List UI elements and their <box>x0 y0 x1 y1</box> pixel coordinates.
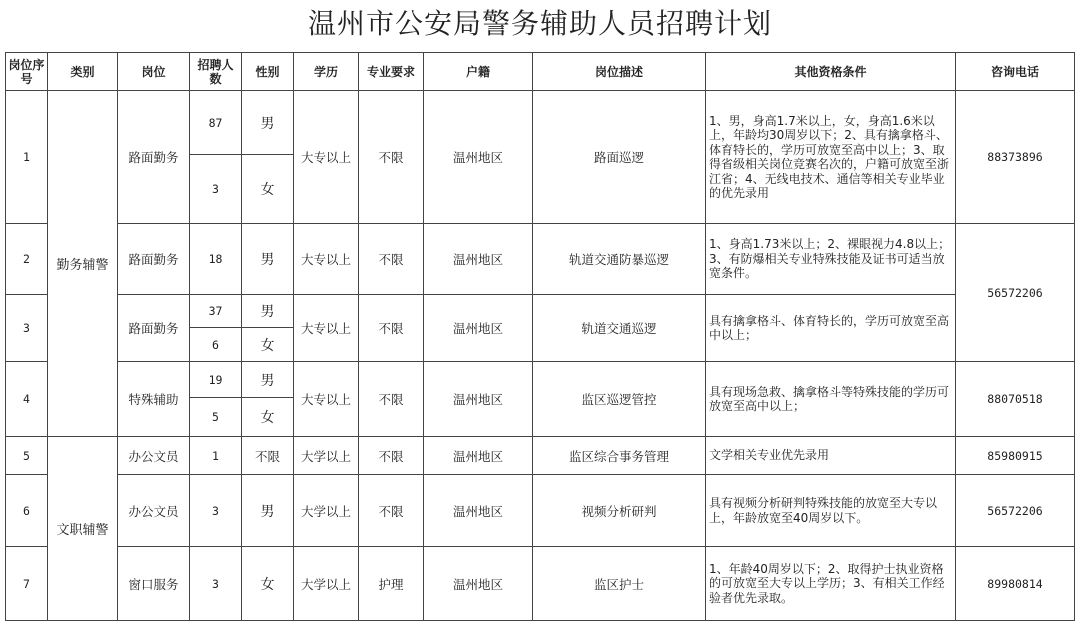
row-household: 温州地区 <box>424 362 533 437</box>
header-category: 类别 <box>48 53 118 91</box>
row-post: 特殊辅助 <box>118 362 190 437</box>
row-count: 37 <box>190 295 242 328</box>
row-seq: 7 <box>6 547 48 621</box>
header-post: 岗位 <box>118 53 190 91</box>
row-post: 路面勤务 <box>118 224 190 295</box>
row-major: 不限 <box>359 475 424 547</box>
table-row <box>6 91 1075 155</box>
row-education: 大专以上 <box>294 224 359 295</box>
row-gender: 女 <box>242 328 294 362</box>
row-conditions: 文学相关专业优先录用 <box>706 437 956 475</box>
row-phone: 56572206 <box>956 224 1075 362</box>
header-education: 学历 <box>294 53 359 91</box>
row-description: 监区护士 <box>533 547 706 621</box>
row-major: 不限 <box>359 91 424 224</box>
header-conditions: 其他资格条件 <box>706 53 956 91</box>
row-count: 3 <box>190 475 242 547</box>
row-phone: 89980814 <box>956 547 1075 621</box>
row-gender: 不限 <box>242 437 294 475</box>
row-education: 大专以上 <box>294 295 359 362</box>
row-conditions: 具有现场急救、擒拿格斗等特殊技能的学历可放宽至高中以上； <box>706 362 956 437</box>
row-seq: 6 <box>6 475 48 547</box>
row-seq: 4 <box>6 362 48 437</box>
row-major: 不限 <box>359 437 424 475</box>
row-post: 办公文员 <box>118 437 190 475</box>
category-clerical: 文职辅警 <box>48 437 118 621</box>
row-count: 6 <box>190 328 242 362</box>
row-household: 温州地区 <box>424 437 533 475</box>
row-post: 路面勤务 <box>118 295 190 362</box>
table-row <box>6 295 1075 328</box>
row-major: 护理 <box>359 547 424 621</box>
table-row <box>6 475 1075 547</box>
row-phone: 88373896 <box>956 91 1075 224</box>
row-post: 窗口服务 <box>118 547 190 621</box>
row-household: 温州地区 <box>424 91 533 224</box>
row-gender: 男 <box>242 91 294 155</box>
header-major: 专业要求 <box>359 53 424 91</box>
table-row <box>6 224 1075 295</box>
row-conditions: 1、男，身高1.7米以上，女，身高1.6米以上，年龄均30周岁以下；2、具有擒拿格斗、体育特长的，学历可放宽至高中以上；3、取得省级相关岗位竞赛名次的，户籍可放宽至浙江省；4、无线电技术、通信等相关专业毕业的优先录用 <box>706 91 956 224</box>
row-phone: 88070518 <box>956 362 1075 437</box>
row-gender: 女 <box>242 398 294 437</box>
header-seq: 岗位序号 <box>6 53 48 91</box>
table-header-row <box>6 53 1075 91</box>
row-education: 大学以上 <box>294 547 359 621</box>
row-education: 大学以上 <box>294 437 359 475</box>
row-education: 大学以上 <box>294 475 359 547</box>
row-description: 监区综合事务管理 <box>533 437 706 475</box>
row-post: 办公文员 <box>118 475 190 547</box>
row-count: 5 <box>190 398 242 437</box>
row-gender: 男 <box>242 475 294 547</box>
header-count: 招聘人数 <box>190 53 242 91</box>
row-gender: 女 <box>242 155 294 224</box>
row-education: 大专以上 <box>294 91 359 224</box>
row-seq: 1 <box>6 91 48 224</box>
row-phone: 85980915 <box>956 437 1075 475</box>
row-conditions: 具有擒拿格斗、体育特长的，学历可放宽至高中以上； <box>706 295 956 362</box>
row-seq: 3 <box>6 295 48 362</box>
table-row <box>6 547 1075 621</box>
row-gender: 男 <box>242 224 294 295</box>
row-conditions: 1、年龄40周岁以下；2、取得护士执业资格的可放宽至大专以上学历；3、有相关工作经验者优先录取。 <box>706 547 956 621</box>
row-seq: 5 <box>6 437 48 475</box>
category-duty: 勤务辅警 <box>48 91 118 437</box>
row-description: 轨道交通防暴巡逻 <box>533 224 706 295</box>
row-description: 轨道交通巡逻 <box>533 295 706 362</box>
row-major: 不限 <box>359 295 424 362</box>
row-count: 87 <box>190 91 242 155</box>
row-count: 18 <box>190 224 242 295</box>
row-gender: 男 <box>242 295 294 328</box>
header-household: 户籍 <box>424 53 533 91</box>
row-description: 视频分析研判 <box>533 475 706 547</box>
row-gender: 女 <box>242 547 294 621</box>
header-phone: 咨询电话 <box>956 53 1075 91</box>
row-count: 3 <box>190 155 242 224</box>
row-conditions: 1、身高1.73米以上；2、裸眼视力4.8以上；3、有防爆相关专业特殊技能及证书可适当放宽条件。 <box>706 224 956 295</box>
row-household: 温州地区 <box>424 547 533 621</box>
row-phone: 56572206 <box>956 475 1075 547</box>
table-row <box>6 437 1075 475</box>
row-post: 路面勤务 <box>118 91 190 224</box>
row-education: 大专以上 <box>294 362 359 437</box>
header-description: 岗位描述 <box>533 53 706 91</box>
row-count: 3 <box>190 547 242 621</box>
row-household: 温州地区 <box>424 475 533 547</box>
row-conditions: 具有视频分析研判特殊技能的放宽至大专以上，年龄放宽至40周岁以下。 <box>706 475 956 547</box>
row-description: 监区巡逻管控 <box>533 362 706 437</box>
row-count: 1 <box>190 437 242 475</box>
row-description: 路面巡逻 <box>533 91 706 224</box>
row-household: 温州地区 <box>424 224 533 295</box>
row-gender: 男 <box>242 362 294 398</box>
row-household: 温州地区 <box>424 295 533 362</box>
row-major: 不限 <box>359 224 424 295</box>
page-title: 温州市公安局警务辅助人员招聘计划 <box>307 7 772 40</box>
row-major: 不限 <box>359 362 424 437</box>
header-gender: 性别 <box>242 53 294 91</box>
row-seq: 2 <box>6 224 48 295</box>
table-row <box>6 362 1075 398</box>
row-count: 19 <box>190 362 242 398</box>
recruitment-table <box>5 52 1075 621</box>
